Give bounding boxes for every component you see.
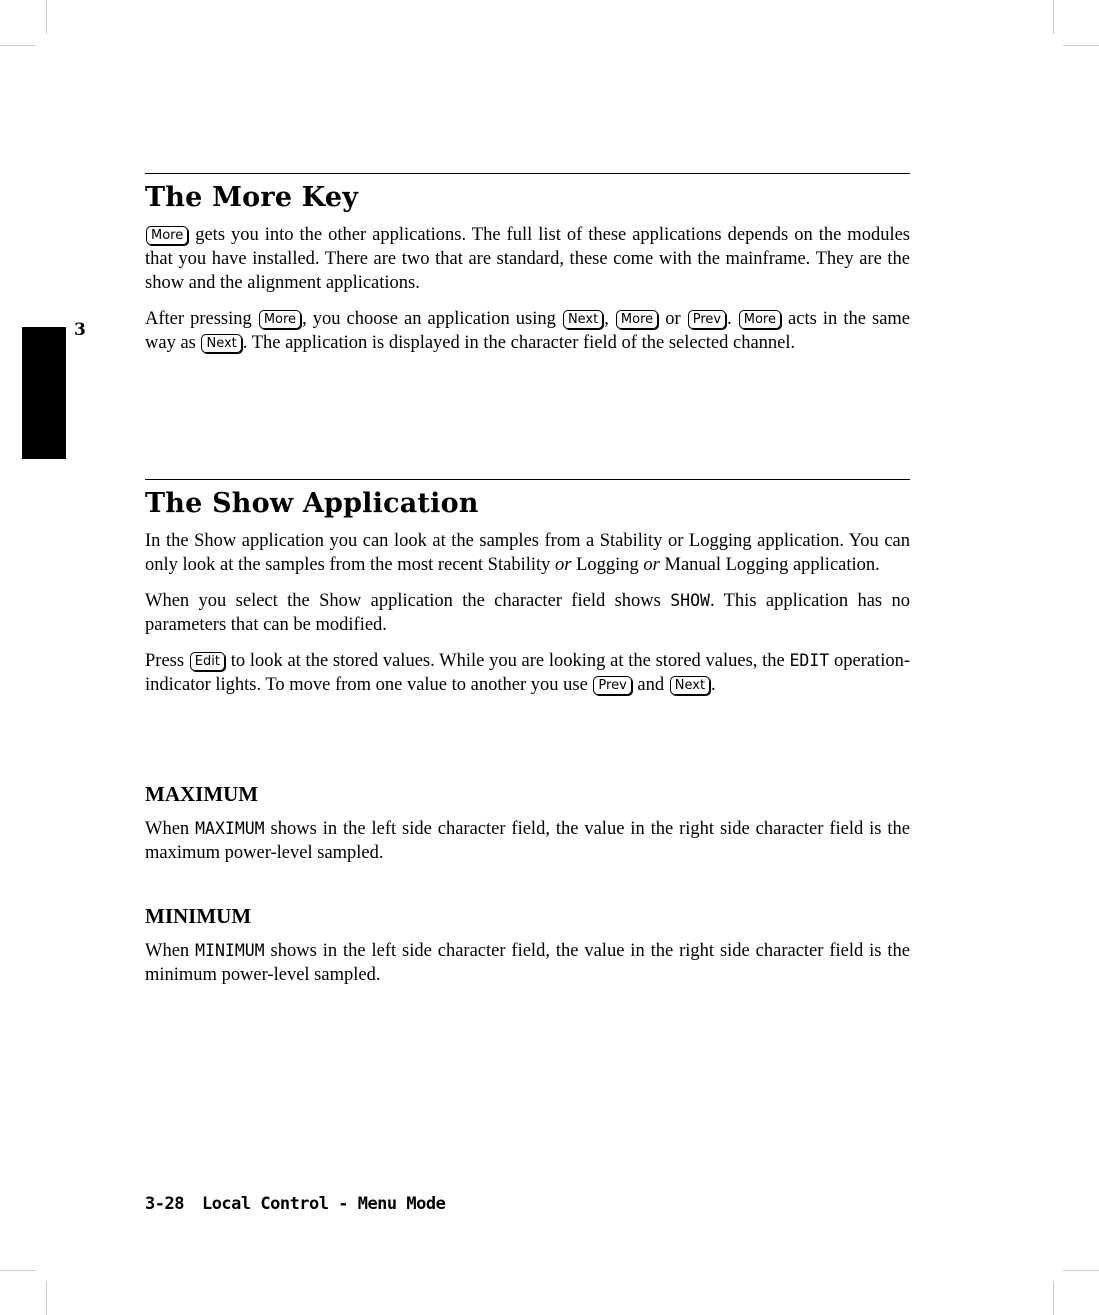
next-key-cap: Next: [670, 676, 710, 695]
more-key-paragraph-2: [145, 307, 910, 355]
show-app-section: [145, 479, 910, 709]
code-maximum: MAXIMUM: [195, 819, 265, 838]
text-run: When: [145, 819, 196, 839]
footer-section-title: Local Control - Menu Mode: [201, 1194, 446, 1214]
crop-mark: [0, 45, 36, 46]
text-run: . This application has no parameters that can be modified.: [145, 591, 910, 635]
text-run: Press: [145, 651, 189, 671]
text-run: In the Show application you can look at the samples from a Stability or Logging application. You can only look at the samples from the most recent Stability: [145, 531, 910, 575]
minimum-title: MINIMUM: [145, 904, 252, 928]
crop-mark: [1063, 1270, 1099, 1271]
text-run: When you select the Show application the character field shows: [145, 591, 671, 611]
prev-key-cap: Prev: [688, 310, 726, 329]
text-run: . The application is displayed in the character field of the selected channel.: [242, 333, 796, 353]
maximum-title: MAXIMUM: [145, 782, 259, 806]
emphasis: or: [643, 555, 660, 575]
maximum-section: [145, 782, 910, 877]
page-number: 3-28: [145, 1194, 184, 1214]
maximum-paragraph: [145, 817, 910, 865]
more-key-cap: More: [259, 310, 301, 329]
more-key-cap: More: [616, 310, 658, 329]
text-run: .: [727, 309, 738, 329]
text-run: Manual Logging application.: [659, 555, 880, 575]
code-edit: EDIT: [789, 651, 830, 670]
crop-mark: [46, 1281, 47, 1315]
section-rule: [145, 479, 910, 480]
text-run: to look at the stored values. While you are looking at the stored values, the: [225, 651, 790, 671]
text-run: or: [659, 309, 687, 329]
chapter-number: 3: [74, 320, 86, 340]
chapter-tab: [22, 327, 66, 459]
next-key-cap: Next: [201, 334, 241, 353]
next-key-cap: Next: [563, 310, 603, 329]
show-app-paragraph-3: [145, 649, 910, 697]
section-rule: [145, 173, 910, 174]
text-run: shows in the left side character field, the value in the right side character field is the maximum power-level sampled.: [145, 819, 910, 863]
text-run: ,: [604, 309, 615, 329]
show-app-paragraph-2: [145, 589, 910, 637]
show-app-title: The Show Application: [145, 488, 479, 519]
more-key-cap: More: [146, 226, 188, 245]
more-key-title: The More Key: [145, 182, 359, 213]
text-run: and: [632, 675, 669, 695]
code-minimum: MINIMUM: [195, 941, 265, 960]
code-show: SHOW: [670, 591, 710, 610]
text-run: acts in the same way as: [145, 309, 911, 353]
minimum-paragraph: [145, 939, 910, 987]
minimum-section: [145, 904, 910, 999]
crop-mark: [1053, 1281, 1054, 1315]
text-run: shows in the left side character field, the value in the right side character field is the minimum power-level sampled.: [145, 941, 910, 985]
crop-mark: [1063, 45, 1099, 46]
crop-mark: [1053, 0, 1054, 34]
more-key-cap: More: [739, 310, 781, 329]
text-run: Logging: [571, 555, 644, 575]
text-run: gets you into the other applications. The full list of these applications depends on the modules that you have installed. There are two that are standard, these come with the mainframe. They are the show and the alignment applications.: [145, 225, 910, 293]
show-app-paragraph-1: [145, 529, 910, 577]
prev-key-cap: Prev: [593, 676, 631, 695]
more-key-paragraph-1: [145, 223, 910, 295]
edit-key-cap: Edit: [190, 652, 225, 671]
crop-mark: [46, 0, 47, 34]
text-run: When: [145, 941, 196, 961]
crop-mark: [0, 1270, 36, 1271]
text-run: , you choose an application using: [302, 309, 562, 329]
page-footer: [145, 1194, 445, 1214]
more-key-section: [145, 173, 910, 367]
text-run: After pressing: [145, 309, 258, 329]
emphasis: or: [555, 555, 572, 575]
text-run: operation-indicator lights. To move from one value to another you use: [145, 651, 910, 695]
text-run: .: [711, 675, 716, 695]
